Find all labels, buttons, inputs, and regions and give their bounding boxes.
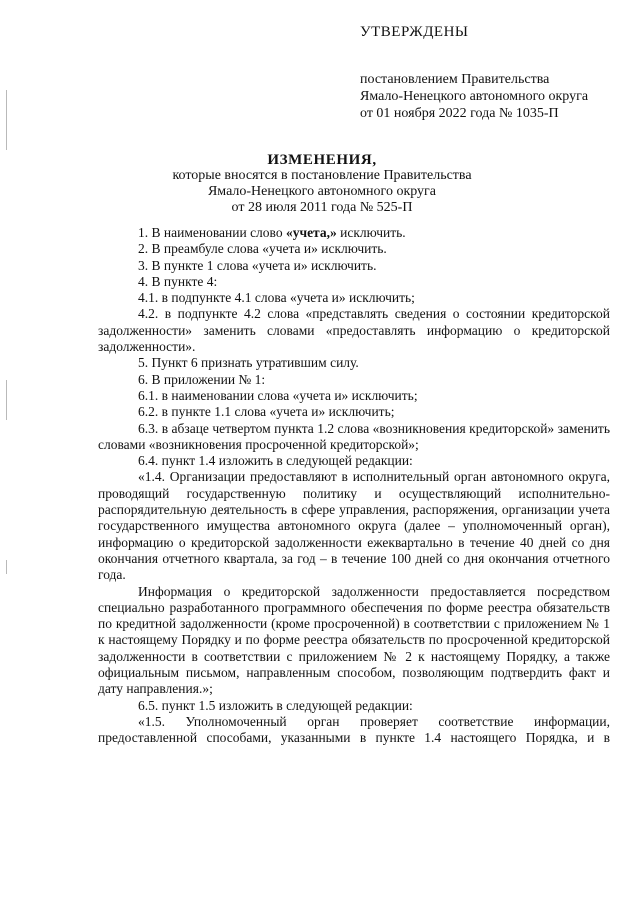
quote-1-4: «1.4. Организации предоставляют в исполнительный орган автономного округа, проводящий государственную политику и осуществляющий исполнительно-распорядительную деятельность в сфере управления, распоряжения, организации учета государственного имущества автономного округа (далее – уполномоченный орган), информацию о кредиторской задолженности ежеквартально в течение 40 дней со дня окончания отчетного квартала, за год – в течение 100 дней со дня окончания отчетного года.	[98, 469, 610, 583]
item-5: 5. Пункт 6 признать утратившим силу.	[138, 355, 359, 371]
item-text: 1. В наименовании слово	[138, 225, 286, 240]
item-4: 4. В пункте 4:	[138, 273, 218, 289]
title-line: которые вносятся в постановление Правительства	[172, 168, 472, 183]
item-4-1: 4.1. в подпункте 4.1 слова «учета и» исключить;	[138, 290, 415, 306]
item-6-3: 6.3. в абзаце четвертом пункта 1.2 слова «возникновения кредиторской» заменить словами «возникновения просроченной кредиторской»;	[98, 420, 610, 452]
approval-stamp	[360, 24, 630, 122]
item-4-2: 4.2. в подпункте 4.2 слова «представлять сведения о состоянии кредиторской задолженности» заменить словами «предоставлять информацию о кредиторской задолженности».	[98, 306, 610, 355]
approval-heading: УТВЕРЖДЕНЫ	[360, 24, 469, 40]
item-1	[98, 225, 610, 241]
item-3: 3. В пункте 1 слова «учета и» исключить.	[138, 257, 377, 273]
item-2: 2. В преамбуле слова «учета и» исключить.	[138, 241, 387, 257]
quote-1-4-paragraph-2: Информация о кредиторской задолженности предоставляется посредством специально разработанного программного обеспечения по форме реестра обязательств по кредитной задолженности (кроме просроченной) в соответствии с приложением № 1 к настоящему Порядку и по форме реестра обязательств по просроченной кредиторской задолженности в соответствии с приложением № 2 к настоящему Порядку, а также официальным письмом, направленным способом, позволяющим подтвердить факт и дату направления.»;	[98, 583, 610, 697]
quote-1-5: «1.5. Уполномоченный орган проверяет соответствие информации, предоставленной способами, указанными в пункте 1.4 настоящего Порядка, и в	[98, 713, 610, 746]
scan-margin-mark	[6, 380, 7, 420]
item-6-5: 6.5. пункт 1.5 изложить в следующей редакции:	[138, 697, 413, 713]
item-6-2: 6.2. в пункте 1.1 слова «учета и» исключить;	[138, 404, 395, 420]
document-title	[90, 152, 554, 216]
scan-margin-mark	[6, 560, 7, 574]
item-6: 6. В приложении № 1:	[138, 371, 266, 387]
title-line: Ямало-Ненецкого автономного округа	[207, 184, 437, 199]
title-line: от 28 июля 2011 года № 525-П	[231, 200, 413, 215]
approval-line: от 01 ноября 2022 года № 1035-П	[360, 106, 559, 121]
item-6-4: 6.4. пункт 1.4 изложить в следующей редакции:	[138, 453, 413, 469]
item-text: исключить.	[336, 225, 406, 240]
title-heading: ИЗМЕНЕНИЯ,	[267, 152, 377, 168]
approval-line: Ямало-Ненецкого автономного округа	[360, 89, 589, 104]
document-body	[98, 225, 610, 747]
scan-margin-mark	[6, 90, 7, 150]
item-bold-text: «учета,»	[285, 225, 337, 240]
approval-line: постановлением Правительства	[360, 72, 550, 87]
item-6-1: 6.1. в наименовании слова «учета и» исключить;	[138, 387, 418, 403]
